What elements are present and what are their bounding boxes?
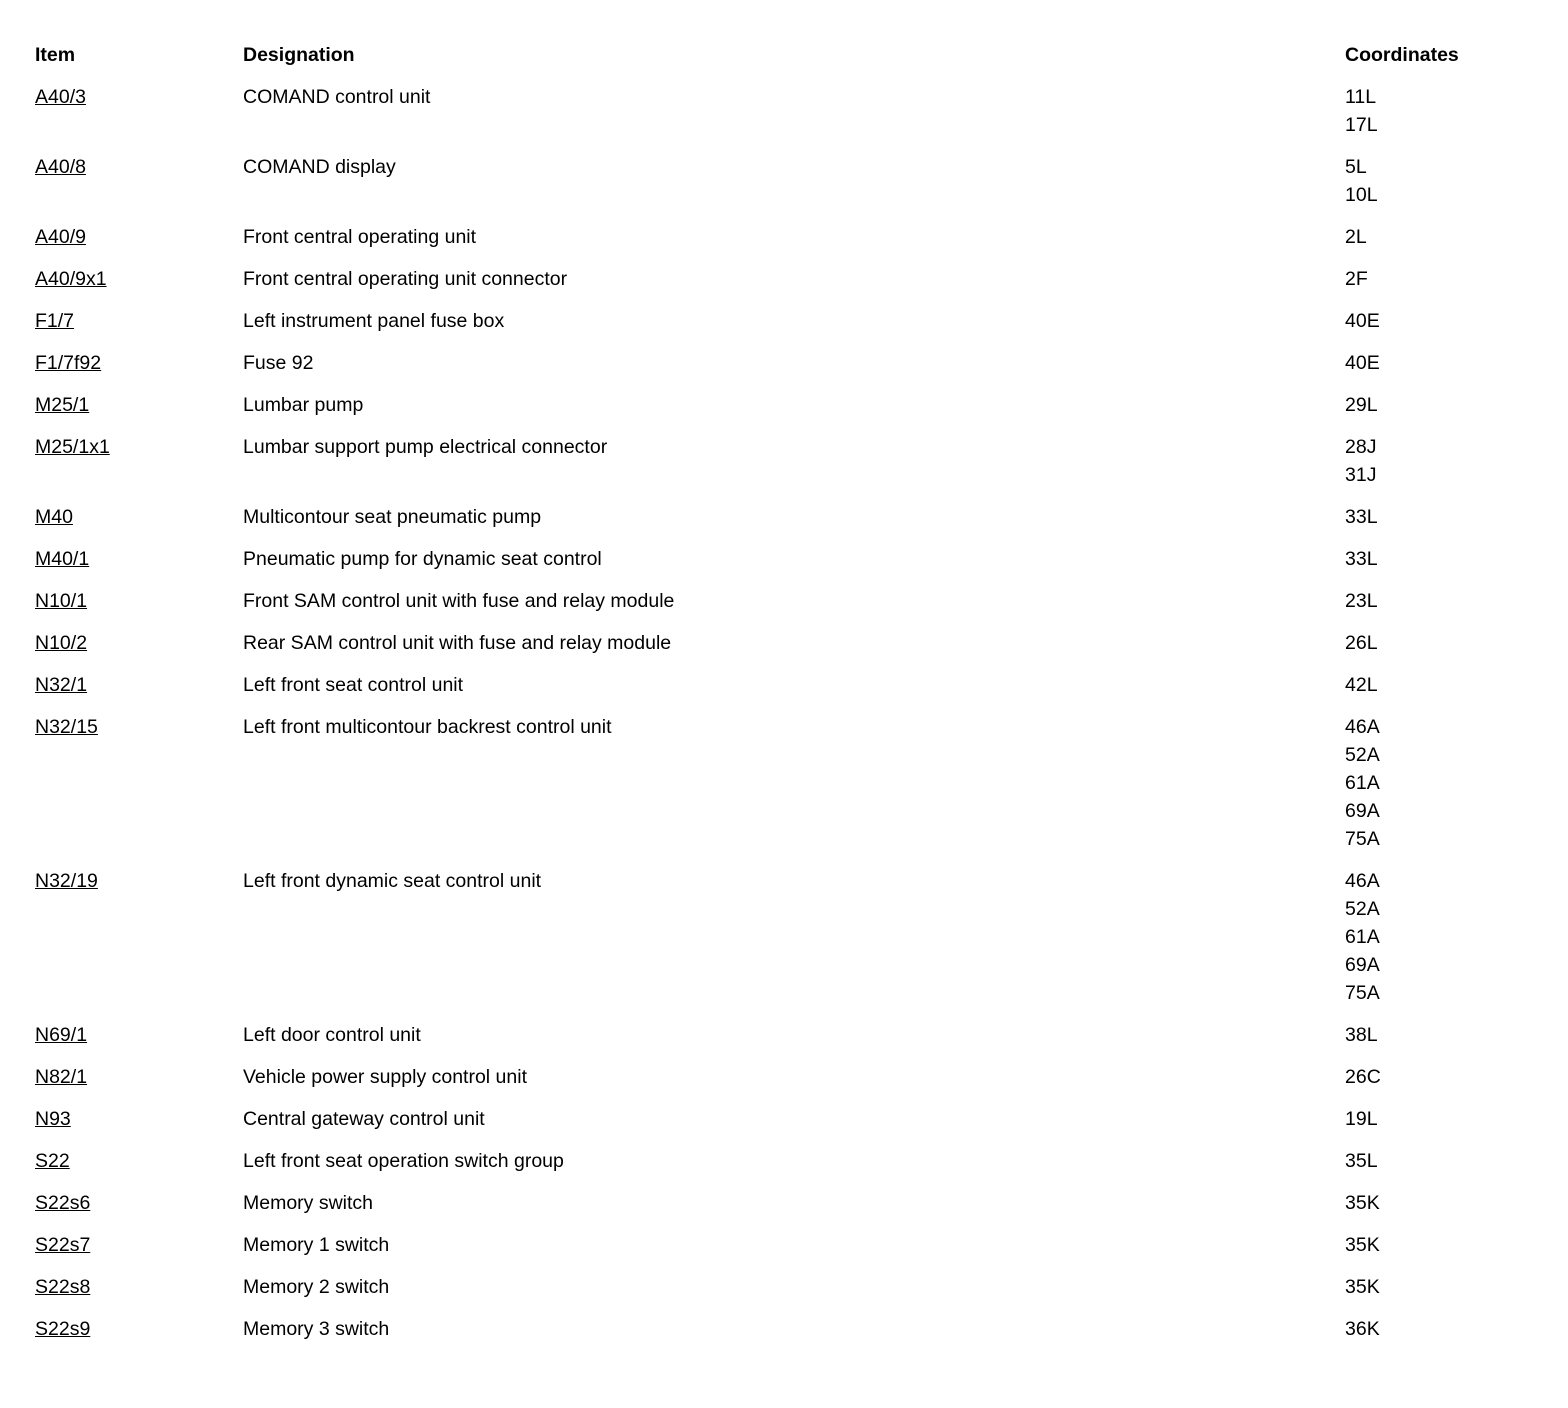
designation-cell: Memory 1 switch [243,1234,390,1256]
coordinate-value: 75A [1345,828,1380,850]
table-row [35,1105,1548,1133]
item-code-link[interactable]: A40/9 [35,226,86,248]
coordinates-cell [1345,1147,1548,1175]
designation-cell: Front central operating unit [243,226,477,248]
item-cell [35,713,243,741]
item-cell [35,153,243,181]
coordinate-value: 69A [1345,800,1380,822]
coordinate-value: 69A [1345,954,1380,976]
item-code-link[interactable]: S22s7 [35,1234,91,1256]
designation-cell: Memory 2 switch [243,1276,390,1298]
item-code-link[interactable]: S22 [35,1150,70,1172]
header-item: Item [35,44,76,66]
coordinates-cell [1345,1105,1548,1133]
designation-cell: Left door control unit [243,1024,421,1046]
table-row [35,153,1548,209]
item-code-link[interactable]: N32/19 [35,870,98,892]
item-cell [35,1273,243,1301]
coordinates-cell [1345,671,1548,699]
item-code-link[interactable]: M40/1 [35,548,90,570]
coordinate-value: 61A [1345,926,1380,948]
designation-cell: COMAND display [243,156,396,178]
designation-cell: Multicontour seat pneumatic pump [243,506,542,528]
coordinate-value: 19L [1345,1108,1378,1130]
table-row [35,1273,1548,1301]
coordinate-value: 75A [1345,982,1380,1004]
item-code-link[interactable]: M40 [35,506,73,528]
table-row [35,1315,1548,1343]
coordinates-cell [1345,1315,1548,1343]
item-code-link[interactable]: S22s9 [35,1318,91,1340]
table-row [35,1189,1548,1217]
designation-cell: Front central operating unit connector [243,268,568,290]
coordinate-value: 46A [1345,870,1380,892]
coordinate-value: 52A [1345,898,1380,920]
item-cell [35,1315,243,1343]
coordinates-cell [1345,223,1548,251]
table-row [35,1231,1548,1259]
coordinates-cell [1345,433,1548,489]
coordinate-value: 2L [1345,226,1367,248]
designation-cell: Lumbar pump [243,394,364,416]
coordinate-value: 35K [1345,1234,1380,1256]
coordinate-value: 28J [1345,436,1377,458]
designation-cell: Lumbar support pump electrical connector [243,436,608,458]
item-cell [35,867,243,895]
designation-cell: Vehicle power supply control unit [243,1066,527,1088]
coordinate-value: 35K [1345,1192,1380,1214]
coordinates-cell [1345,265,1548,293]
coordinates-cell [1345,1021,1548,1049]
coordinates-cell [1345,629,1548,657]
coordinates-cell [1345,153,1548,209]
table-row [35,671,1548,699]
designation-cell: Memory 3 switch [243,1318,390,1340]
item-cell [35,1189,243,1217]
coordinates-cell [1345,503,1548,531]
item-code-link[interactable]: A40/9x1 [35,268,107,290]
item-code-link[interactable]: M25/1 [35,394,90,416]
coordinates-cell [1345,587,1548,615]
coordinate-value: 42L [1345,674,1378,696]
designation-cell: Left front seat control unit [243,674,464,696]
item-cell [35,503,243,531]
table-header [35,41,1548,69]
item-cell [35,83,243,111]
item-code-link[interactable]: F1/7 [35,310,75,332]
item-code-link[interactable]: F1/7f92 [35,352,102,374]
item-cell [35,349,243,377]
item-code-link[interactable]: N32/15 [35,716,98,738]
coordinates-cell [1345,1273,1548,1301]
coordinate-value: 2F [1345,268,1368,290]
coordinate-value: 5L [1345,156,1367,178]
designation-cell: COMAND control unit [243,86,431,108]
item-cell [35,391,243,419]
item-cell [35,223,243,251]
item-code-link[interactable]: S22s6 [35,1192,91,1214]
item-cell [35,671,243,699]
designation-cell: Front SAM control unit with fuse and relay module [243,590,675,612]
header-designation: Designation [243,44,355,66]
table-row [35,587,1548,615]
table-row [35,545,1548,573]
coordinate-value: 35K [1345,1276,1380,1298]
table-row [35,307,1548,335]
table-row [35,349,1548,377]
coordinates-cell [1345,1063,1548,1091]
item-code-link[interactable]: N10/2 [35,632,88,654]
coordinates-cell [1345,391,1548,419]
item-cell [35,1021,243,1049]
item-cell [35,1063,243,1091]
item-cell [35,1231,243,1259]
coordinate-value: 46A [1345,716,1380,738]
designation-cell: Pneumatic pump for dynamic seat control [243,548,602,570]
coordinate-value: 11L [1345,86,1377,108]
designation-cell: Central gateway control unit [243,1108,485,1130]
table-row [35,867,1548,1007]
designation-cell: Left front seat operation switch group [243,1150,564,1172]
table-row [35,83,1548,139]
table-row [35,629,1548,657]
coordinate-value: 36K [1345,1318,1380,1340]
coordinate-value: 38L [1345,1024,1378,1046]
item-cell [35,307,243,335]
coordinate-value: 33L [1345,548,1378,570]
coordinate-value: 17L [1345,114,1378,136]
coordinate-value: 33L [1345,506,1378,528]
item-cell [35,545,243,573]
item-code-link[interactable]: A40/3 [35,86,86,108]
item-cell [35,587,243,615]
designation-cell: Rear SAM control unit with fuse and relay module [243,632,672,654]
coordinate-value: 61A [1345,772,1380,794]
item-code-link[interactable]: S22s8 [35,1276,91,1298]
table-row [35,223,1548,251]
item-cell [35,265,243,293]
table-row [35,391,1548,419]
header-coordinates: Coordinates [1345,44,1459,66]
coordinate-value: 26C [1345,1066,1381,1088]
designation-cell: Left instrument panel fuse box [243,310,505,332]
item-code-link[interactable]: M25/1x1 [35,436,110,458]
coordinates-cell [1345,867,1548,1007]
coordinates-cell [1345,307,1548,335]
item-code-link[interactable]: N32/1 [35,674,88,696]
item-cell [35,629,243,657]
designation-cell: Left front dynamic seat control unit [243,870,542,892]
coordinates-cell [1345,713,1548,853]
coordinates-cell [1345,1231,1548,1259]
table-row [35,433,1548,489]
coordinate-value: 35L [1345,1150,1378,1172]
coordinate-value: 40E [1345,352,1380,374]
coordinate-value: 31J [1345,464,1377,486]
designation-cell: Left front multicontour backrest control unit [243,716,612,738]
item-code-link[interactable]: A40/8 [35,156,86,178]
table-row [35,503,1548,531]
coordinate-value: 29L [1345,394,1378,416]
table-row [35,713,1548,853]
coordinates-cell [1345,1189,1548,1217]
table-body [35,83,1548,1343]
item-code-link[interactable]: N82/1 [35,1066,88,1088]
coordinate-value: 23L [1345,590,1378,612]
item-code-link[interactable]: N93 [35,1108,71,1130]
table-row [35,265,1548,293]
table-row [35,1147,1548,1175]
coordinates-cell [1345,349,1548,377]
coordinate-value: 10L [1345,184,1378,206]
item-cell [35,1105,243,1133]
coordinate-value: 26L [1345,632,1378,654]
designation-cell: Fuse 92 [243,352,314,374]
coordinates-cell [1345,545,1548,573]
item-cell [35,1147,243,1175]
designation-cell: Memory switch [243,1192,374,1214]
coordinate-value: 40E [1345,310,1380,332]
table-row [35,1021,1548,1049]
coordinates-cell [1345,83,1548,139]
coordinate-value: 52A [1345,744,1380,766]
table-row [35,1063,1548,1091]
item-code-link[interactable]: N10/1 [35,590,88,612]
item-cell [35,433,243,461]
item-code-link[interactable]: N69/1 [35,1024,88,1046]
